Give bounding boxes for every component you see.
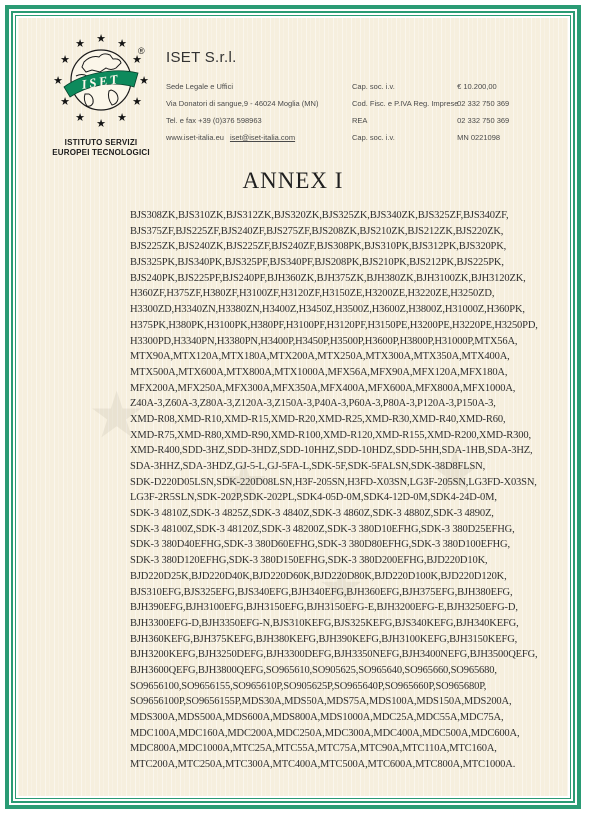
org-name-line2: EUROPEI TECNOLOGICI [52, 148, 150, 157]
svg-text:★: ★ [96, 33, 106, 45]
page-content [18, 18, 568, 796]
model-codes-line: Z40A-3,Z60A-3,Z80A-3,Z120A-3,Z150A-3,P40A-3,P60A-3,P80A-3,P120A-3,P150A-3, [130, 398, 496, 410]
watermark-star-icon: ★ [88, 379, 146, 451]
iset-logo-icon [49, 32, 153, 132]
contact-info [166, 78, 318, 146]
model-codes-line: BJH390EFG,BJH3100EFG,BJH3150EFG,BJH3150EFG-E,BJH3200EFG-E,BJH3250EFG-D, [130, 602, 518, 614]
model-codes-line: MTX500A,MTX600A,MTX800A,MTX1000A,MFX56A,MFX90A,MFX120A,MFX180A, [130, 366, 508, 378]
svg-text:★: ★ [132, 54, 142, 66]
svg-text:★: ★ [53, 75, 63, 87]
page-title: ANNEX I [242, 168, 344, 193]
model-codes-line: SDK-3 48100Z,SDK-3 48120Z,SDK-3 48200Z,SDK-3 380D10EFHG,SDK-3 380D25EFHG, [130, 523, 515, 535]
svg-text:★: ★ [139, 75, 149, 87]
org-name [46, 138, 156, 158]
model-codes-line: BJS375ZF,BJS225ZF,BJS240ZF,BJS275ZF,BJS208ZK,BJS210ZK,BJS212ZK,BJS220ZK, [130, 225, 504, 237]
contact-line-phone: Tel. e fax +39 (0)376 598963 [166, 116, 262, 125]
email-link[interactable]: iset@iset-italia.com [229, 133, 296, 142]
model-codes-line: BJS308ZK,BJS310ZK,BJS312ZK,BJS320ZK,BJS325ZK,BJS340ZK,BJS325ZF,BJS340ZF, [130, 210, 509, 221]
model-codes-line: BJH3200KEFG,BJH3250DEFG,BJH3300DEFG,BJH3350NEFG,BJH3400NEFG,BJH3500QEFG, [130, 649, 538, 661]
model-codes-line: BJS240PK,BJS225PF,BJS240PF,BJH360ZK,BJH375ZK,BJH380ZK,BJH3100ZK,BJH3120ZK, [130, 272, 526, 284]
model-codes-line: BJS325PK,BJS340PK,BJS325PF,BJS340PF,BJS208PK,BJS210PK,BJS212PK,BJS225PK, [130, 257, 504, 269]
model-codes-line: BJH360KEFG,BJH375KEFG,BJH380KEFG,BJH390KEFG,BJH3100KEFG,BJH3150KEFG, [130, 633, 518, 645]
model-codes-line: MDS300A,MDS500A,MDS600A,MDS800A,MDS1000A,MDC25A,MDC55A,MDC75A, [130, 712, 504, 723]
model-codes-line: MTX90A,MTX120A,MTX180A,MTX200A,MTX250A,MTX300A,MTX350A,MTX400A, [130, 351, 510, 363]
model-codes-line: SDA-3HHZ,SDA-3HDZ,GJ-5-L,GJ-5FA-L,SDK-5F,SDK-5FALSN,SDK-38D8FLSN, [130, 461, 486, 472]
registry-label: Cod. Fisc. e P.IVA Reg. Imprese [352, 99, 459, 108]
logo-banner-text: ISET [80, 71, 122, 92]
registered-trademark-icon: ® [138, 46, 145, 56]
registry-value: MN 0221098 [457, 133, 501, 142]
model-codes-line: H3300PD,H3340PN,H3380PN,H3400P,H3450P,H3500P,H3600P,H3800P,H31000P,MTX56A, [130, 335, 518, 347]
website-text: www.iset-italia.eu [166, 133, 224, 142]
svg-text:★: ★ [75, 38, 85, 50]
svg-text:★: ★ [117, 38, 127, 50]
model-codes-line: MDC100A,MDC160A,MDC200A,MDC250A,MDC300A,MDC400A,MDC500A,MDC600A, [130, 727, 520, 739]
svg-text:★: ★ [60, 96, 70, 108]
model-codes-line: SDK-3 380D40EFHG,SDK-3 380D60EFHG,SDK-3 380D80EFHG,SDK-3 380D100EFHG, [130, 539, 510, 551]
svg-text:★: ★ [117, 112, 127, 124]
watermark-star-icon: ★ [218, 450, 270, 515]
model-codes-line: BJH3600QEFG,BJH3800QEFG,SO965610,SO905625,SO965640,SO965660,SO965680, [130, 664, 497, 676]
model-codes-line: BJS225ZK,BJS240ZK,BJS225ZF,BJS240ZF,BJS308PK,BJS310PK,BJS312PK,BJS320PK, [130, 241, 507, 253]
watermark-star-icon: ★ [428, 439, 482, 506]
model-codes-line: H375PK,H380PK,H3100PK,H380PF,H3100PF,H3120PF,H3150PE,H3200PE,H3220PE,H3250PD, [130, 319, 538, 331]
company-name: ISET S.r.l. [166, 49, 237, 66]
model-codes-line: SDK-D220D05LSN,SDK-220D08LSN,H3F-205SN,H3FD-X03SN,LG3F-205SN,LG3FD-X03SN, [130, 476, 537, 488]
model-codes-line: XMD-R08,XMD-R10,XMD-R15,XMD-R20,XMD-R25,XMD-R30,XMD-R40,XMD-R60, [130, 413, 506, 425]
model-codes-line: MTC200A,MTC250A,MTC300A,MTC400A,MTC500A,MTC600A,MTC800A,MTC1000A. [130, 759, 516, 771]
model-codes-line: BJD220D25K,BJD220D40K,BJD220D60K,BJD220D80K,BJD220D100K,BJD220D120K, [130, 570, 507, 582]
registry-label: Cap. soc. i.v. [352, 82, 395, 91]
svg-text:★: ★ [60, 54, 70, 66]
company-registry [352, 78, 552, 146]
model-codes-line: H3300ZD,H3340ZN,H3380ZN,H3400Z,H3450Z,H3500Z,H3600Z,H3800Z,H31000Z,H360PK, [130, 304, 525, 316]
model-codes-line: SDK-3 380D120EFHG,SDK-3 380D150EFHG,SDK-3 380D200EFHG,BJD220D10K, [130, 555, 488, 567]
registry-row [352, 95, 552, 112]
model-codes-line: BJH3300EFG-D,BJH3350EFG-N,BJS310KEFG,BJS325KEFG,BJS340KEFG,BJH340KEFG, [130, 617, 519, 629]
model-codes-line: SO9656100P,SO9656155P,MDS30A,MDS50A,MDS75A,MDS100A,MDS150A,MDS200A, [130, 696, 512, 708]
model-codes-line: LG3F-2R5SLN,SDK-202P,SDK-202PL,SDK4-05D-0M,SDK4-12D-0M,SDK4-24D-0M, [130, 492, 497, 504]
svg-text:★: ★ [132, 96, 142, 108]
registry-value: 02 332 750 369 [457, 99, 510, 108]
watermark-star-icon: ★ [318, 559, 365, 617]
registry-label: Cap. soc. i.v. [352, 133, 395, 142]
model-codes-line: XMD-R400,SDD-3HZ,SDD-3HDZ,SDD-10HHZ,SDD-10HDZ,SDD-5HH,SDA-1HB,SDA-3HZ, [130, 445, 533, 457]
registry-value: 02 332 750 369 [457, 116, 510, 125]
iset-logo [46, 32, 156, 158]
registry-row [352, 112, 552, 129]
model-codes-line: MDC800A,MDC1000A,MTC25A,MTC55A,MTC75A,MTC90A,MTC110A,MTC160A, [130, 743, 497, 755]
svg-text:★: ★ [96, 118, 106, 130]
model-codes-line: XMD-R75,XMD-R80,XMD-R90,XMD-R100,XMD-R120,XMD-R155,XMD-R200,XMD-R300, [130, 429, 531, 441]
registry-row [352, 129, 552, 146]
model-codes-line: H360ZF,H375ZF,H380ZF,H3100ZF,H3120ZF,H3150ZE,H3200ZE,H3220ZE,H3250ZD, [130, 288, 495, 300]
model-codes [130, 208, 538, 773]
registry-row [352, 78, 552, 95]
registry-value: € 10.200,00 [457, 82, 497, 91]
registry-label: REA [352, 116, 368, 125]
model-codes-line: SO9656100,SO9656155,SO965610P,SO905625P,SO965640P,SO965660P,SO965680P, [130, 680, 487, 692]
contact-line-office: Sede Legale e Uffici [166, 82, 233, 91]
contact-line-address: Via Donatori di sangue,9 - 46024 Moglia (MN) [166, 99, 319, 108]
model-codes-line: BJS310EFG,BJS325EFG,BJS340EFG,BJH340EFG,BJH360EFG,BJH375EFG,BJH380EFG, [130, 586, 513, 598]
model-codes-line: SDK-3 4810Z,SDK-3 4825Z,SDK-3 4840Z,SDK-3 4860Z,SDK-3 4880Z,SDK-3 4890Z, [130, 508, 494, 520]
org-name-line1: ISTITUTO SERVIZI [64, 138, 138, 147]
model-codes-line: MFX200A,MFX250A,MFX300A,MFX350A,MFX400A,MFX600A,MFX800A,MFX1000A, [130, 382, 516, 394]
contact-line-web [166, 129, 318, 146]
svg-text:★: ★ [75, 112, 85, 124]
